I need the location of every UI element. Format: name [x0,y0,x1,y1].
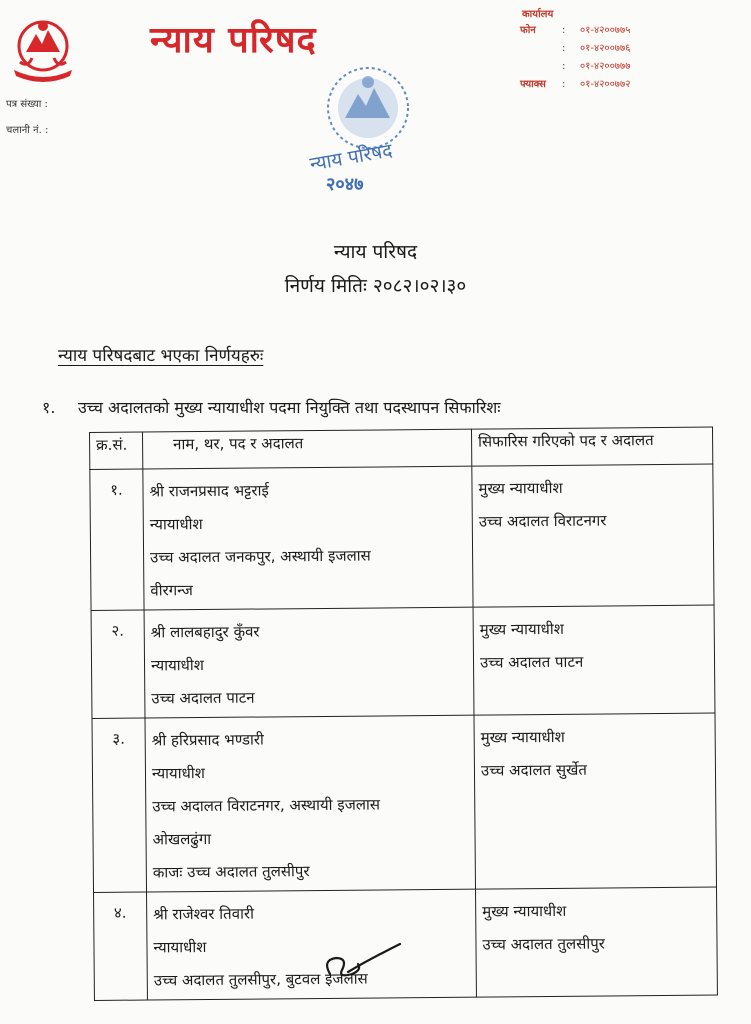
ref-number-label: पत्र संख्या : [6,99,48,110]
contact-value: ०१-४२००७७६ [580,43,631,54]
rec-line: मुख्य न्यायाधीश [478,478,563,498]
col-header-name: नाम, थर, पद र अदालत [143,429,472,469]
name-line: उच्च अदालत पाटन [151,688,255,708]
rec-line: मुख्य न्यायाधीश [480,727,565,747]
contact-value: ०१-४२००७७७ [580,61,631,72]
contact-colon: : [562,43,566,54]
table-row [92,713,716,892]
contact-colon: : [562,61,566,72]
name-line: श्री हरिप्रसाद भण्डारी [151,730,264,750]
table-header-row [90,427,713,469]
national-emblem-icon [8,12,78,84]
dispatch-number-label: चलानी नं. : [6,125,49,136]
rec-line: उच्च अदालत विराटनगर [478,511,607,531]
official-seal-icon [300,60,430,200]
seal-text-name: न्याय परिषद [308,139,394,176]
decision-item-number: १. [42,398,56,417]
name-line: ओखलढुंगा [152,829,212,849]
table-row [90,464,714,610]
row-name-cell [144,607,474,718]
rec-line: उच्च अदालत तुलसीपुर [482,934,605,954]
contact-colon: : [562,25,566,36]
decision-item [42,396,501,418]
name-line: श्री लालबहादुर कुँवर [150,622,260,642]
name-line: श्री राजनप्रसाद भट्टराई [149,481,269,501]
row-serial: १. [90,469,144,610]
contact-row [518,22,632,40]
decision-item-text: उच्च अदालतको मुख्य न्यायाधीश पदमा नियुक्ति तथा पदस्थापन सिफारिशः [78,398,501,417]
row-name-cell [145,715,476,892]
row-recommendation-cell [473,605,715,715]
rec-line: मुख्य न्यायाधीश [479,619,564,639]
name-line: न्यायाधीश [150,656,205,675]
rec-line: उच्च अदालत पाटन [479,652,584,672]
contact-key [518,40,560,58]
contact-key [518,58,560,76]
contact-key: फ्याक्स [520,79,546,90]
name-line: उच्च अदालत विराटनगर, अस्थायी इजलास [152,795,381,816]
signature-icon [318,930,408,990]
contact-colon: : [562,79,566,90]
row-recommendation-cell [476,887,718,997]
row-name-cell [143,466,473,610]
table-row [91,605,715,718]
contact-value: ०१-४२००७७५ [580,25,631,36]
contact-key: फोन [520,25,536,36]
row-serial: ४. [94,892,148,1000]
document-heading: न्याय परिषद [333,241,418,263]
name-line: काजः उच्च अदालत तुलसीपुर [152,862,310,882]
recommendation-table [89,427,718,1001]
contact-row [518,58,632,76]
row-recommendation-cell [474,713,717,889]
row-name-cell [147,889,477,1000]
name-line: वीरगन्ज [150,581,193,600]
contact-row [518,40,632,58]
name-line: उच्च अदालत जनकपुर, अस्थायी इजलास [150,546,371,567]
name-line: न्यायाधीश [149,515,203,534]
org-title: न्याय परिषद [150,20,317,61]
decision-date: निर्णय मितिः २०८२।०२।३० [284,275,467,297]
contact-value: ०१-४२००७७२ [580,79,631,90]
name-line: उच्च अदालत तुलसीपुर, बुटवल इजलास [153,969,368,990]
col-header-serial: क्र.सं. [90,432,143,469]
col-header-recommendation: सिफारिस गरिएको पद र अदालत [471,427,712,466]
contact-row [518,76,632,94]
contact-table [518,22,632,94]
name-line: श्री राजेश्वर तिवारी [153,904,255,924]
office-label: कार्यालय [522,9,554,20]
reference-block [6,92,48,144]
row-recommendation-cell [472,464,714,607]
seal-text-year: २०४७ [326,174,364,195]
contact-block [518,6,632,94]
section-title: न्याय परिषदबाट भएका निर्णयहरुः [58,346,264,366]
row-serial: ३. [92,718,147,892]
name-line: न्यायाधीश [151,764,205,783]
rec-line: मुख्य न्यायाधीश [482,901,567,921]
name-line: न्यायाधीश [153,937,207,957]
rec-line: उच्च अदालत सुर्खेत [480,760,587,780]
row-serial: २. [91,610,145,718]
